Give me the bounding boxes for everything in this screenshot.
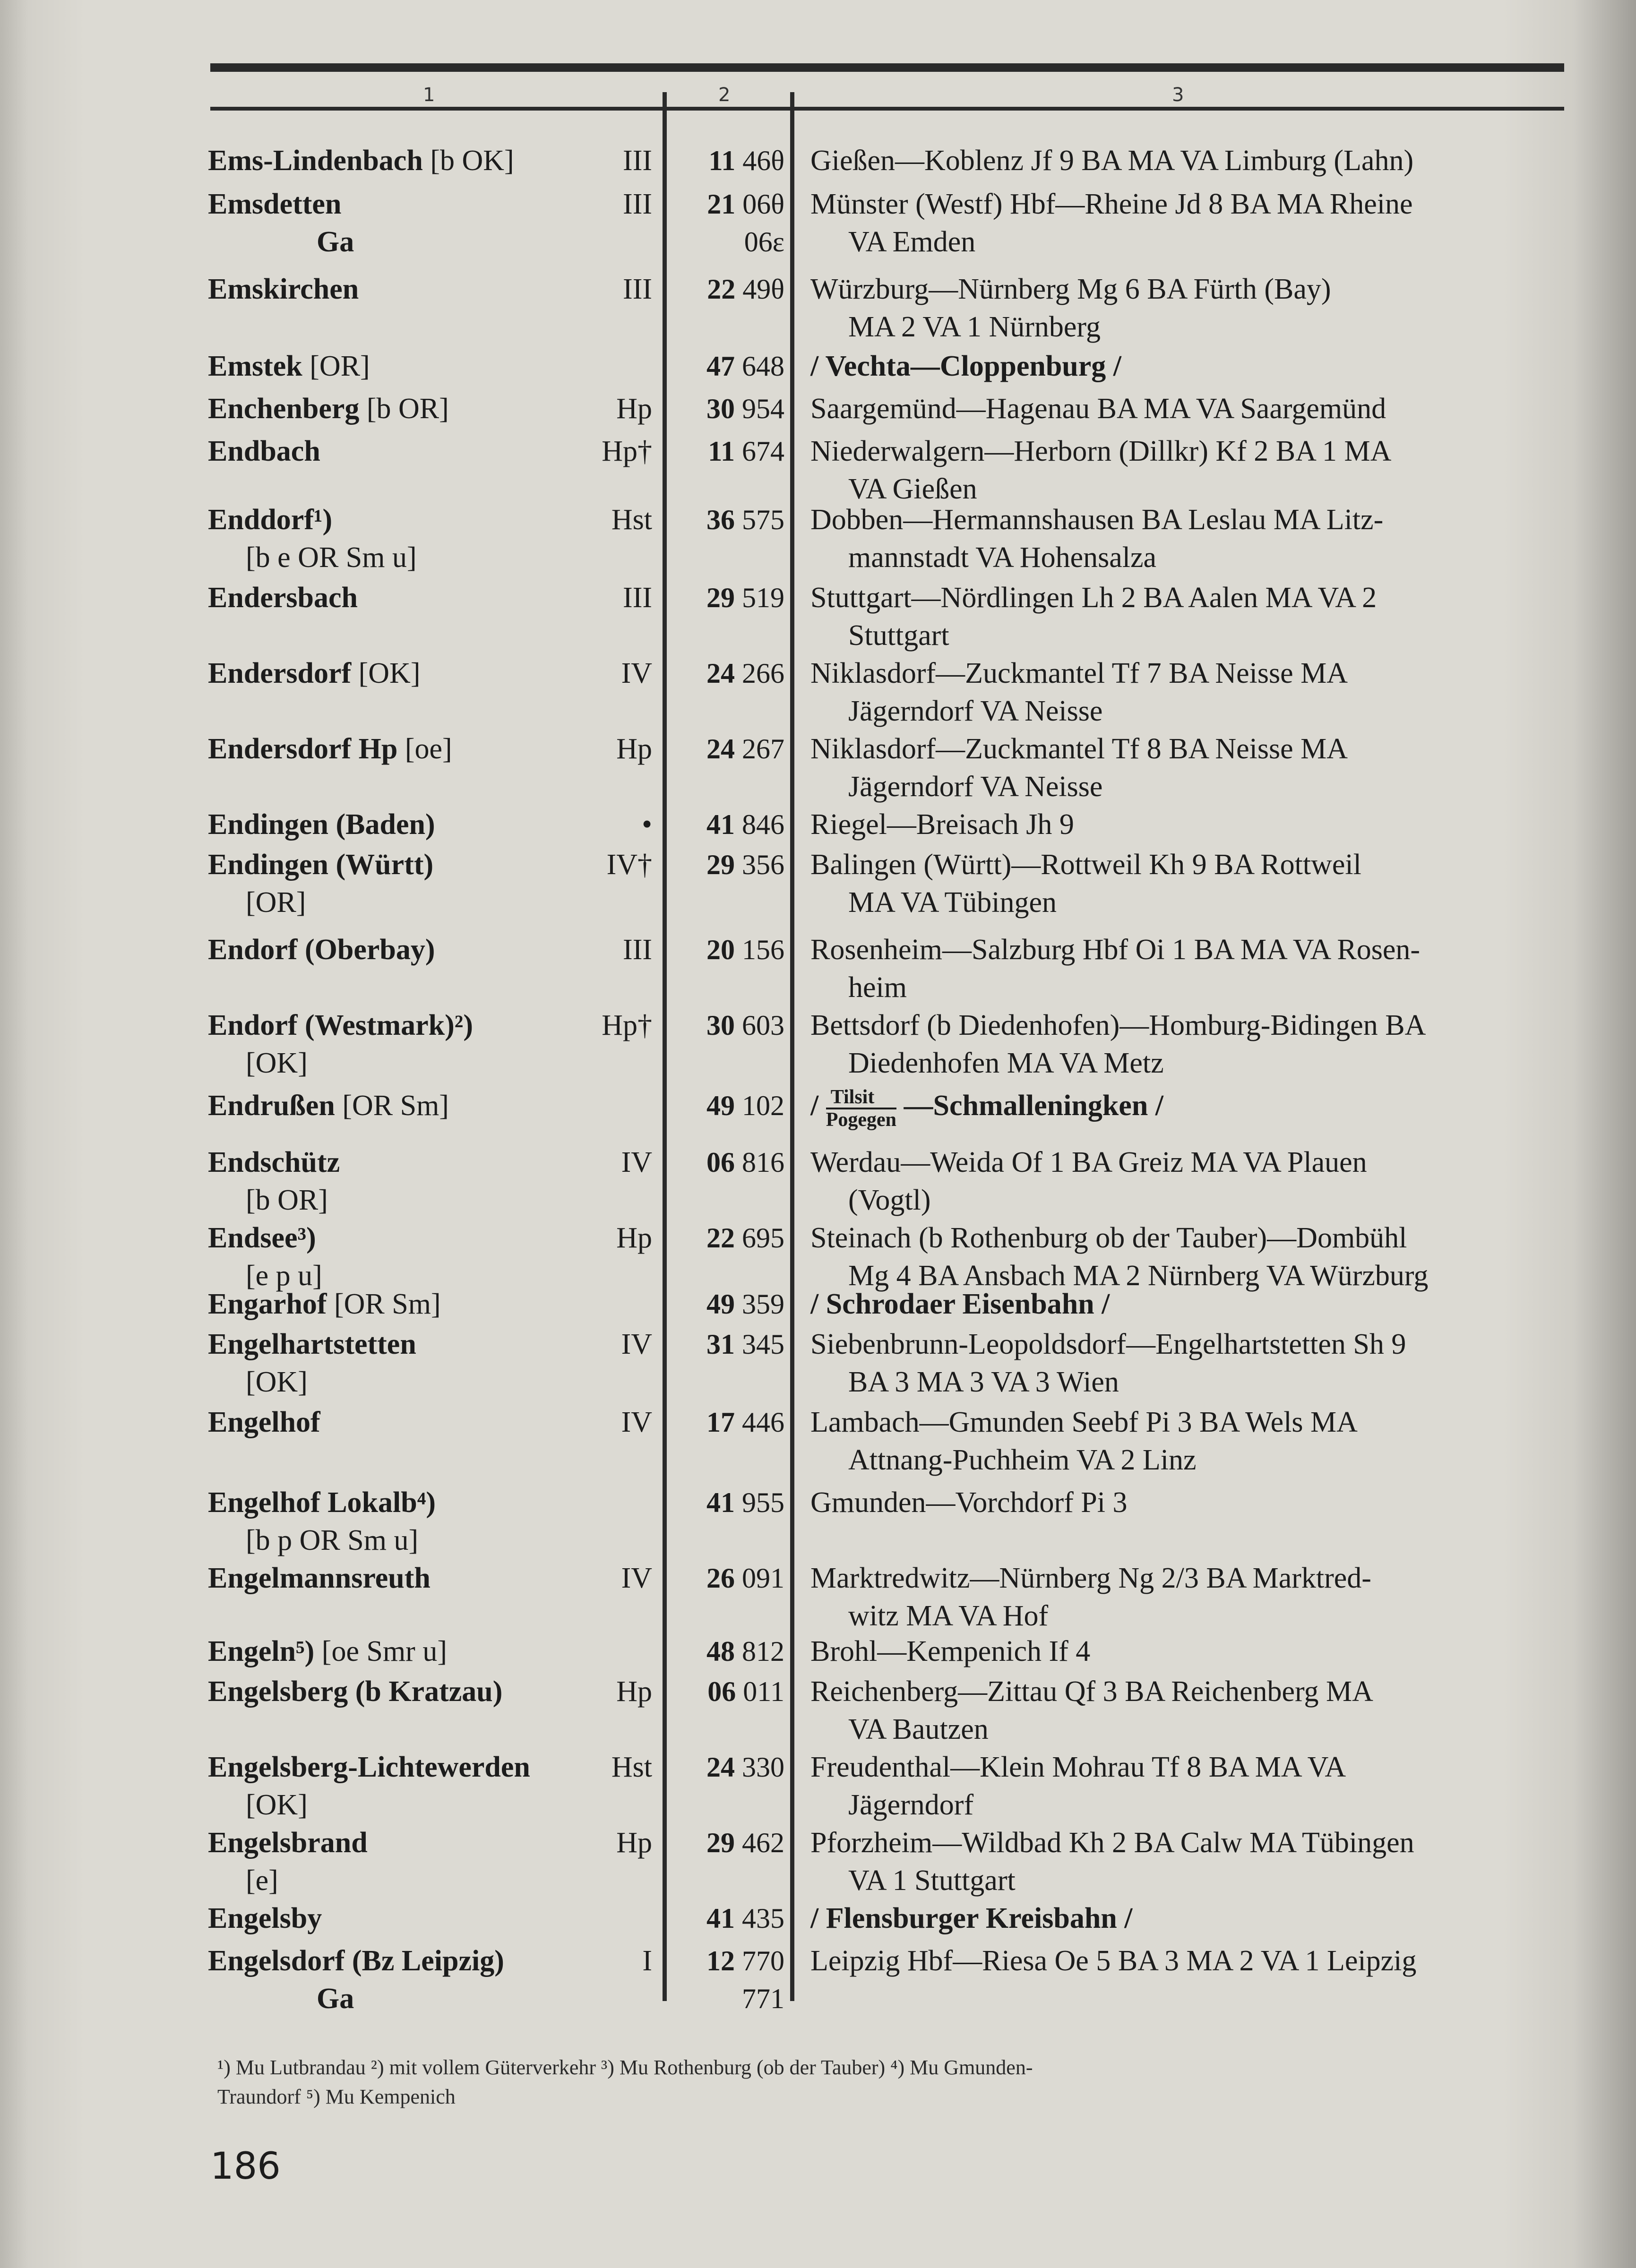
station-class: Hst xyxy=(611,504,652,536)
station-name-cell xyxy=(208,1403,586,1441)
station-class: • xyxy=(642,808,652,841)
route-line-2: Jägerndorf VA Neisse xyxy=(848,695,1103,727)
station-name-cell xyxy=(208,1087,586,1125)
route-line-1: Münster (Westf) Hbf—Rheine Jd 8 BA MA Rheine xyxy=(810,188,1413,220)
station-number xyxy=(673,432,784,470)
route-line-1: Werdau—Weida Of 1 BA Greiz MA VA Plauen xyxy=(810,1146,1367,1178)
station-class: Hp xyxy=(616,733,652,765)
route-line-2: VA Gießen xyxy=(848,473,977,505)
station-name-cell xyxy=(208,1143,586,1219)
station-class: Hp xyxy=(616,1827,652,1859)
route-fraction-top: Tilsit xyxy=(826,1087,896,1109)
station-class: IV† xyxy=(606,849,652,881)
station-number xyxy=(673,270,784,308)
route-line-1: Lambach—Gmunden Seebf Pi 3 BA Wels MA xyxy=(810,1406,1358,1438)
route-line-1: / Flensburger Kreisbahn / xyxy=(810,1902,1133,1934)
station-number xyxy=(673,501,784,539)
route-line-1: / Schrodaer Eisenbahn / xyxy=(810,1288,1110,1320)
station-class: Hp† xyxy=(602,435,652,467)
station-number-prefix: 17 xyxy=(706,1407,735,1438)
station-number-prefix: 31 xyxy=(706,1329,735,1360)
route-description xyxy=(810,347,1567,385)
station-name-cell xyxy=(208,1632,586,1670)
route-description xyxy=(810,1748,1567,1824)
route-line-1: Stuttgart—Nördlingen Lh 2 BA Aalen MA VA 2 xyxy=(810,582,1377,614)
station-number xyxy=(673,931,784,969)
station-number-suffix: 266 xyxy=(742,658,784,689)
station-name-cell xyxy=(208,270,586,308)
route-line-1: Rosenheim—Salzburg Hbf Oi 1 BA MA VA Rosen- xyxy=(810,934,1421,966)
station-number-suffix: 695 xyxy=(742,1222,784,1254)
station-name: Engelhartstetten xyxy=(208,1328,416,1360)
station-number-prefix: 29 xyxy=(706,849,735,880)
station-remark: [OR Sm] xyxy=(327,1288,441,1320)
route-line-1: Gmunden—Vorchdorf Pi 3 xyxy=(810,1486,1128,1519)
station-name-cell xyxy=(208,142,586,180)
station-number xyxy=(673,1824,784,1862)
station-number-prefix: 49 xyxy=(706,1090,735,1121)
station-number-suffix: 435 xyxy=(742,1903,784,1934)
footnote-line-1: ¹) Mu Lutbrandau ²) mit vollem Güterverkehr ³) Mu Rothenburg (ob der Tauber) ⁴) Mu Gmunden- xyxy=(217,2056,1033,2079)
route-description xyxy=(810,1559,1567,1635)
station-remark-line: [e p u] xyxy=(246,1260,322,1292)
station-remark-line: [e] xyxy=(246,1864,278,1897)
route-fraction xyxy=(826,1087,896,1130)
station-number-goods: 06ε xyxy=(744,226,784,258)
station-number-prefix: 24 xyxy=(706,1752,735,1783)
route-description xyxy=(810,654,1567,730)
station-name-cell xyxy=(208,347,586,385)
route-line-1: Niklasdorf—Zuckmantel Tf 8 BA Neisse MA xyxy=(810,733,1348,765)
route-description xyxy=(810,1942,1567,1980)
station-name-cell xyxy=(208,579,586,617)
route-line-1: Freudenthal—Klein Mohrau Tf 8 BA MA VA xyxy=(810,1751,1346,1783)
station-name-cell xyxy=(208,1824,586,1899)
station-number-prefix: 26 xyxy=(706,1563,735,1594)
station-number xyxy=(673,1006,784,1044)
route-description xyxy=(810,432,1567,508)
station-name: Endingen (Württ) xyxy=(208,849,434,881)
station-number xyxy=(673,347,784,385)
station-number-suffix: 091 xyxy=(742,1563,784,1594)
station-remark: [b OR] xyxy=(359,393,449,425)
route-line-2: heim xyxy=(848,971,907,1004)
column-header-2: 2 xyxy=(718,84,731,106)
station-name: Endingen (Baden) xyxy=(208,808,435,841)
route-line-2: mannstadt VA Hohensalza xyxy=(848,541,1157,574)
station-number-prefix: 47 xyxy=(706,351,735,382)
station-number-suffix: 648 xyxy=(742,351,784,382)
station-remark-line: [b p OR Sm u] xyxy=(246,1524,419,1556)
route-line-2: Jägerndorf xyxy=(848,1789,974,1821)
footnote-line-2: Traundorf ⁵) Mu Kempenich xyxy=(217,2085,456,2108)
station-number-suffix: 356 xyxy=(742,849,784,880)
station-number-suffix: 812 xyxy=(742,1636,784,1667)
station-name-cell xyxy=(208,1673,586,1710)
station-class: Hp xyxy=(616,1675,652,1708)
station-name: Engelhof xyxy=(208,1406,320,1438)
station-class: Hp xyxy=(616,393,652,425)
station-class: III xyxy=(623,934,652,966)
station-number-suffix: 011 xyxy=(743,1676,784,1707)
station-remark: [OK] xyxy=(351,657,421,689)
station-number-suffix: 603 xyxy=(742,1010,784,1041)
station-number-suffix: 49θ xyxy=(742,274,784,305)
station-name: Endbach xyxy=(208,435,320,467)
station-name: Engelsby xyxy=(208,1902,322,1934)
route-description xyxy=(810,390,1567,428)
station-remark-line: [OR] xyxy=(246,886,306,919)
route-line-2: (Vogtl) xyxy=(848,1184,931,1216)
station-class: IV xyxy=(621,1562,652,1594)
route-description xyxy=(810,1285,1567,1323)
station-name: Engelsdorf (Bz Leipzig) xyxy=(208,1945,504,1977)
station-number-prefix: 41 xyxy=(706,809,735,840)
station-name: Ems-Lindenbach xyxy=(208,145,423,177)
route-description xyxy=(810,142,1567,180)
station-name: Enchenberg xyxy=(208,393,360,425)
route-description xyxy=(810,501,1567,576)
route-line-2: MA 2 VA 1 Nürnberg xyxy=(848,311,1101,343)
station-number-suffix: 330 xyxy=(742,1752,784,1783)
station-remark-line: [OK] xyxy=(246,1047,308,1079)
station-name: Emstek xyxy=(208,350,302,382)
station-number-prefix: 06 xyxy=(707,1676,736,1707)
route-description xyxy=(810,1484,1567,1521)
route-description xyxy=(810,1143,1567,1219)
station-name-cell xyxy=(208,846,586,921)
station-number xyxy=(673,1219,784,1257)
route-line-1: Balingen (Württ)—Rottweil Kh 9 BA Rottweil xyxy=(810,849,1361,881)
station-class: IV xyxy=(621,657,652,689)
station-name-cell xyxy=(208,806,586,843)
station-number xyxy=(673,1748,784,1786)
station-number xyxy=(673,1087,784,1125)
station-remark-line: [b OR] xyxy=(246,1184,328,1216)
route-line-2: Stuttgart xyxy=(848,619,949,652)
station-name: Endrußen xyxy=(208,1090,335,1122)
station-number-suffix: 06θ xyxy=(742,189,784,220)
station-class: IV xyxy=(621,1146,652,1178)
station-number-suffix: 345 xyxy=(742,1329,784,1360)
station-class: Hst xyxy=(611,1751,652,1783)
station-number-prefix: 24 xyxy=(706,658,735,689)
route-line-1: Steinach (b Rothenburg ob der Tauber)—Dombühl xyxy=(810,1222,1407,1254)
station-name: Endsee³) xyxy=(208,1222,316,1254)
station-number xyxy=(673,1559,784,1597)
station-name-cell xyxy=(208,1899,586,1937)
station-number-prefix: 12 xyxy=(706,1945,735,1976)
station-number-prefix: 20 xyxy=(706,934,735,965)
route-line-2: Attnang-Puchheim VA 2 Linz xyxy=(848,1444,1197,1476)
route-description xyxy=(810,931,1567,1006)
station-number-prefix: 22 xyxy=(706,1222,735,1254)
station-class: III xyxy=(623,582,652,614)
station-class: III xyxy=(623,273,652,305)
route-line-2: BA 3 MA 3 VA 3 Wien xyxy=(848,1366,1119,1398)
route-line-2: MA VA Tübingen xyxy=(848,886,1057,919)
route-line-1: Reichenberg—Zittau Qf 3 BA Reichenberg MA xyxy=(810,1675,1373,1708)
station-class: I xyxy=(642,1945,652,1977)
station-name: Engelsberg (b Kratzau) xyxy=(208,1675,503,1708)
route-line-1: Marktredwitz—Nürnberg Ng 2/3 BA Marktred- xyxy=(810,1562,1371,1594)
station-name-cell xyxy=(208,1748,586,1824)
station-class: IV xyxy=(621,1406,652,1438)
route-line-2: Diedenhofen MA VA Metz xyxy=(848,1047,1164,1079)
station-number xyxy=(673,1484,784,1521)
station-number-prefix: 41 xyxy=(706,1487,735,1518)
station-number-prefix: 30 xyxy=(706,393,735,424)
station-number-suffix: 846 xyxy=(742,809,784,840)
column-header-1: 1 xyxy=(423,84,435,106)
route-line-1: Bettsdorf (b Diedenhofen)—Homburg-Bidingen BA xyxy=(810,1009,1426,1041)
station-class: III xyxy=(623,188,652,220)
station-class: IV xyxy=(621,1328,652,1360)
route-line-2: VA 1 Stuttgart xyxy=(848,1864,1016,1897)
station-name-cell xyxy=(208,1219,586,1295)
station-name: Endersdorf xyxy=(208,657,352,689)
station-number-suffix: 575 xyxy=(742,504,784,535)
station-name-cell xyxy=(208,1942,586,2018)
station-number-suffix: 816 xyxy=(742,1147,784,1178)
route-line-1: Brohl—Kempenich If 4 xyxy=(810,1635,1091,1667)
station-number-suffix: 674 xyxy=(742,436,784,467)
station-number xyxy=(673,1632,784,1670)
station-number-suffix: 462 xyxy=(742,1827,784,1858)
route-description xyxy=(810,1087,1567,1130)
station-remark-line: [OK] xyxy=(246,1789,308,1821)
station-number-prefix: 22 xyxy=(707,274,736,305)
station-number xyxy=(673,1673,784,1710)
route-line-1: Siebenbrunn-Leopoldsdorf—Engelhartstetten Sh 9 xyxy=(810,1328,1406,1360)
station-number xyxy=(673,654,784,692)
route-line-1: Niederwalgern—Herborn (Dillkr) Kf 2 BA 1 MA xyxy=(810,435,1392,467)
station-number-prefix: 48 xyxy=(706,1636,735,1667)
station-class: Hp† xyxy=(602,1009,652,1041)
station-name-cell xyxy=(208,654,586,692)
route-line-2: Mg 4 BA Ansbach MA 2 Nürnberg VA Würzburg xyxy=(848,1260,1429,1292)
station-name: Engarhof xyxy=(208,1288,327,1320)
route-line-1: Saargemünd—Hagenau BA MA VA Saargemünd xyxy=(810,393,1386,425)
station-name-cell xyxy=(208,185,586,261)
footnotes xyxy=(217,2053,1578,2112)
page-number: 186 xyxy=(210,2145,281,2188)
station-number-suffix: 446 xyxy=(742,1407,784,1438)
station-name-cell xyxy=(208,730,586,768)
station-number xyxy=(673,1899,784,1937)
station-name: Emsdetten xyxy=(208,188,342,220)
station-class: III xyxy=(623,145,652,177)
station-name: Endersbach xyxy=(208,582,358,614)
station-name-cell xyxy=(208,1285,586,1323)
station-number xyxy=(673,1403,784,1441)
route-rest: —Schmalleningken / xyxy=(896,1090,1164,1122)
station-name-cell xyxy=(208,501,586,576)
station-number xyxy=(673,1143,784,1181)
station-number xyxy=(673,730,784,768)
route-line-1: Dobben—Hermannshausen BA Leslau MA Litz- xyxy=(810,504,1384,536)
station-name: Endorf (Westmark)²) xyxy=(208,1009,474,1041)
station-remark: [OR Sm] xyxy=(335,1090,449,1122)
route-description xyxy=(810,270,1567,346)
station-number-suffix: 519 xyxy=(742,582,784,613)
station-name: Engeln⁵) xyxy=(208,1635,315,1667)
route-description xyxy=(810,1403,1567,1479)
station-name-cell xyxy=(208,1325,586,1401)
station-name: Endschütz xyxy=(208,1146,340,1178)
station-number-prefix: 06 xyxy=(706,1147,735,1178)
route-line-2: VA Emden xyxy=(848,226,976,258)
station-number-prefix: 29 xyxy=(706,582,735,613)
station-number-prefix: 41 xyxy=(706,1903,735,1934)
station-number-suffix: 954 xyxy=(742,393,784,424)
station-number-prefix: 24 xyxy=(706,733,735,765)
route-line-1: / Vechta—Cloppenburg / xyxy=(810,350,1122,382)
station-number xyxy=(673,1285,784,1323)
station-number xyxy=(673,806,784,843)
station-name-cell xyxy=(208,1006,586,1082)
station-remark: [oe] xyxy=(397,733,452,765)
route-line-1: Niklasdorf—Zuckmantel Tf 7 BA Neisse MA xyxy=(810,657,1348,689)
station-name: Emskirchen xyxy=(208,273,359,305)
station-number-suffix: 102 xyxy=(742,1090,784,1121)
station-number-suffix: 156 xyxy=(742,934,784,965)
route-description xyxy=(810,1219,1567,1295)
station-number-suffix: 770 xyxy=(742,1945,784,1976)
station-name: Endorf (Oberbay) xyxy=(208,934,435,966)
station-number-prefix: 11 xyxy=(708,436,735,467)
station-class: Hp xyxy=(616,1222,652,1254)
route-description xyxy=(810,1824,1567,1899)
route-line-1: Riegel—Breisach Jh 9 xyxy=(810,808,1074,841)
station-number-suffix: 359 xyxy=(742,1289,784,1320)
route-description xyxy=(810,1673,1567,1748)
station-name: Endersdorf Hp xyxy=(208,733,398,765)
station-name: Engelsberg-Lichtewerden xyxy=(208,1751,530,1783)
station-name: Enddorf¹) xyxy=(208,504,333,536)
station-remark: [b OK] xyxy=(422,145,514,177)
station-goods-marker: Ga xyxy=(317,1983,354,2015)
station-name-cell xyxy=(208,1484,586,1559)
column-header-3: 3 xyxy=(1172,84,1184,106)
station-number-suffix: 46θ xyxy=(742,145,784,176)
station-number xyxy=(673,142,784,180)
station-number-prefix: 21 xyxy=(707,189,736,220)
route-description xyxy=(810,1325,1567,1401)
station-remark: [oe Smr u] xyxy=(314,1635,447,1667)
station-number xyxy=(673,579,784,617)
route-line-2: Jägerndorf VA Neisse xyxy=(848,771,1103,803)
station-goods-marker: Ga xyxy=(317,226,354,258)
station-number xyxy=(673,1942,784,2018)
station-number-prefix: 49 xyxy=(706,1289,735,1320)
route-fraction-bottom: Pogegen xyxy=(826,1109,897,1131)
station-number xyxy=(673,846,784,884)
station-number-prefix: 29 xyxy=(706,1827,735,1858)
route-description xyxy=(810,730,1567,806)
station-remark-line: [b e OR Sm u] xyxy=(246,541,417,574)
station-name: Engelhof Lokalb⁴) xyxy=(208,1486,436,1519)
route-description xyxy=(810,1006,1567,1082)
station-name: Engelmannsreuth xyxy=(208,1562,431,1594)
station-name: Engelsbrand xyxy=(208,1827,368,1859)
route-slash: / xyxy=(810,1090,826,1122)
route-line-1: Würzburg—Nürnberg Mg 6 BA Fürth (Bay) xyxy=(810,273,1331,305)
route-description xyxy=(810,579,1567,654)
station-remark-line: [OK] xyxy=(246,1366,308,1398)
station-name-cell xyxy=(208,1559,586,1597)
station-number-prefix: 30 xyxy=(706,1010,735,1041)
route-line-2: VA Bautzen xyxy=(848,1713,989,1745)
station-number xyxy=(673,1325,784,1363)
route-description xyxy=(810,1632,1567,1670)
route-line-1: Gießen—Koblenz Jf 9 BA MA VA Limburg (Lahn) xyxy=(810,145,1414,177)
station-number-suffix: 955 xyxy=(742,1487,784,1518)
route-description xyxy=(810,185,1567,261)
station-number xyxy=(673,185,784,261)
station-number-suffix: 267 xyxy=(742,733,784,765)
station-number-prefix: 11 xyxy=(708,145,736,176)
route-description xyxy=(810,846,1567,921)
route-description xyxy=(810,806,1567,843)
route-line-2: witz MA VA Hof xyxy=(848,1600,1049,1632)
route-line-1: Leipzig Hbf—Riesa Oe 5 BA 3 MA 2 VA 1 Leipzig xyxy=(810,1945,1417,1977)
station-name-cell xyxy=(208,432,586,470)
station-number-goods: 771 xyxy=(742,1983,784,2014)
station-number xyxy=(673,390,784,428)
station-number-prefix: 36 xyxy=(706,504,735,535)
station-name-cell xyxy=(208,931,586,969)
route-line-1: Pforzheim—Wildbad Kh 2 BA Calw MA Tübingen xyxy=(810,1827,1414,1859)
station-remark: [OR] xyxy=(302,350,370,382)
route-description xyxy=(810,1899,1567,1937)
station-name-cell xyxy=(208,390,586,428)
